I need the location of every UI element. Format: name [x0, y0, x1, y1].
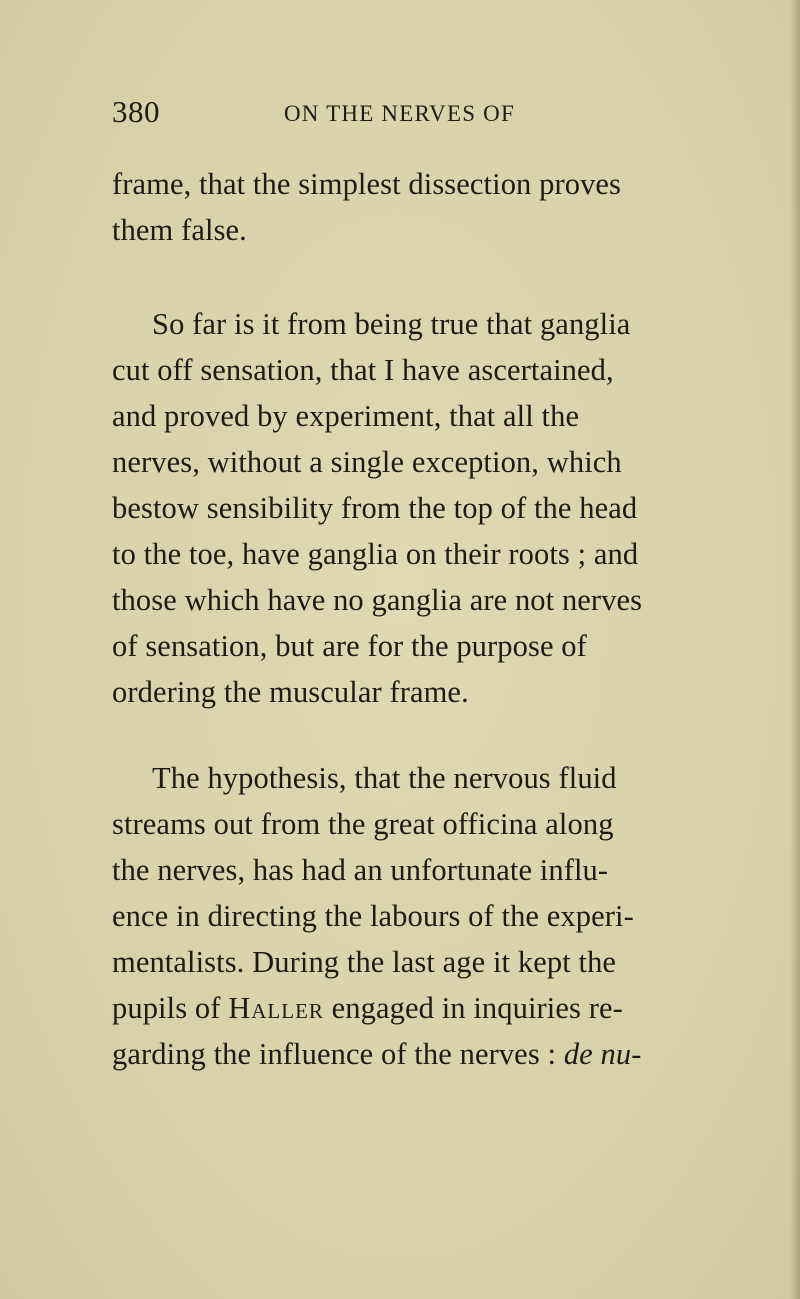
latin-phrase: de nu- — [563, 1037, 642, 1071]
text-line: mentalists. During the last age it kept the — [112, 945, 617, 979]
text-line: the nerves, has had an unfortunate influ- — [112, 853, 609, 887]
text-line — [112, 986, 623, 1030]
text-line: of sensation, but are for the purpose of — [112, 629, 587, 663]
text-segment: engaged in inquiries re- — [331, 991, 623, 1025]
text-line: nerves, without a single exception, which — [112, 445, 622, 479]
text-segment: pupils of — [112, 991, 221, 1025]
page-edge-shadow — [790, 0, 800, 1299]
text-line: cut off sensation, that I have ascertained, — [112, 353, 614, 387]
paragraph-first-line: So far is it from being true that ganglia — [152, 307, 631, 341]
paragraph-first-line: The hypothesis, that the nervous fluid — [152, 761, 617, 795]
text-line: frame, that the simplest dissection proves — [112, 167, 622, 201]
text-line: them false. — [112, 213, 247, 247]
text-line — [112, 1032, 642, 1076]
text-line: those which have no ganglia are not nerves — [112, 583, 643, 617]
text-line: bestow sensibility from the top of the head — [112, 491, 638, 525]
name-haller: Haller — [228, 991, 324, 1025]
page-number: 380 — [112, 94, 160, 129]
text-line: streams out from the great officina along — [112, 807, 614, 841]
text-segment: garding the influence of the nerves : — [112, 1037, 557, 1071]
running-head: ON THE NERVES OF — [284, 101, 515, 126]
text-line: and proved by experiment, that all the — [112, 399, 580, 433]
text-line: ence in directing the labours of the experi- — [112, 899, 634, 933]
text-line: ordering the muscular frame. — [112, 675, 469, 709]
text-line: to the toe, have ganglia on their roots ; and — [112, 537, 639, 571]
